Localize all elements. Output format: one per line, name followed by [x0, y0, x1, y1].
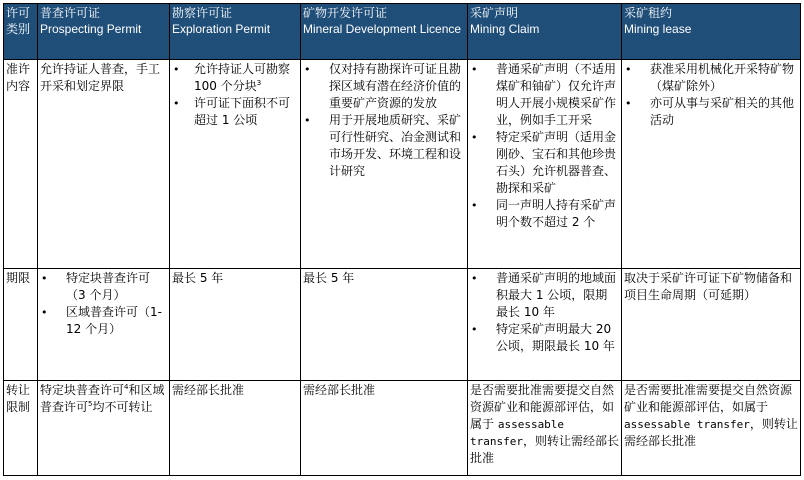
header-lease — [622, 4, 801, 60]
header-lease-en: Mining lease — [624, 22, 692, 36]
list-item: • 特定采矿声明最大 20 公顷，期限最长 10 年 — [470, 321, 619, 355]
transfer-claim: 是否需要批准需要提交自然资源矿业和能源部评估，如属于 assessable transfer，则转让需经部长批准 — [468, 380, 622, 475]
transfer-exploration: 需经部长批准 — [170, 380, 301, 475]
header-exploration-en: Exploration Permit — [172, 22, 271, 36]
scope-lease — [622, 60, 801, 269]
scope-prospecting: 允许持证人普查，手工开采和划定界限 — [38, 60, 170, 269]
list-item: • 特定采矿声明（适用金刚砂、宝石和其他珍贵石头）允许机器普查、勘探和采矿 — [470, 129, 619, 197]
transfer-label: 转让限制 — [4, 380, 38, 475]
header-development — [301, 4, 468, 60]
list-item: • 亦可从事与采矿相关的其他活动 — [624, 95, 798, 129]
scope-label: 准许内容 — [4, 60, 38, 269]
scope-exploration — [170, 60, 301, 269]
header-prospecting-zh: 普查许可证 — [40, 6, 101, 20]
list-item: • 普通采矿声明（不适用煤矿和铀矿）仅允许声明人开展小规模采矿作业，例如手工开采 — [470, 61, 619, 129]
list-item: • 允许持证人可勘察 100 个分块$^3$ — [172, 61, 298, 95]
list-item: • 用于开展地质研究、采矿可行性研究、冶金测试和市场开发、环境工程和设计研究 — [303, 112, 465, 180]
transfer-development: 需经部长批准 — [301, 380, 468, 475]
list-item: • 区域普查许可（1-12 个月） — [40, 304, 167, 338]
header-prospecting — [38, 4, 170, 60]
list-item: • 同一声明人持有采矿声明个数不超过 2 个 — [470, 197, 619, 231]
header-claim — [468, 4, 622, 60]
term-exploration: 最长 5 年 — [170, 268, 301, 380]
transfer-prospecting: 特定块普查许可$^4$和区域普查许可$^5$均不可转让 — [38, 380, 170, 475]
list-item: • 普通采矿声明的地域面积最大 1 公顷，限期最长 10 年 — [470, 270, 619, 321]
scope-row — [4, 60, 801, 269]
header-prospecting-en: Prospecting Permit — [40, 22, 142, 36]
scope-development — [301, 60, 468, 269]
header-category: 许可类别 — [4, 4, 38, 60]
term-lease: 取决于采矿许可证下矿物储备和项目生命周期（可延期） — [622, 268, 801, 380]
term-label: 期限 — [4, 268, 38, 380]
header-development-en: Mineral Development Licence — [303, 22, 462, 36]
header-lease-zh: 采矿租约 — [624, 6, 673, 20]
permit-table — [3, 3, 801, 476]
term-row — [4, 268, 801, 380]
header-exploration-zh: 勘察许可证 — [172, 6, 233, 20]
list-item: • 获准采用机械化开采特矿物（煤矿除外） — [624, 61, 798, 95]
header-exploration — [170, 4, 301, 60]
term-claim — [468, 268, 622, 380]
scope-claim — [468, 60, 622, 269]
transfer-row — [4, 380, 801, 475]
list-item: • 许可证下面积不可超过 1 公顷 — [172, 95, 298, 129]
header-row — [4, 4, 801, 60]
term-prospecting — [38, 268, 170, 380]
list-item: • 仅对持有勘探许可证且勘探区域有潜在经济价值的重要矿产资源的发放 — [303, 61, 465, 112]
header-claim-en: Mining Claim — [470, 22, 540, 36]
header-development-zh: 矿物开发许可证 — [303, 6, 388, 20]
list-item: • 特定块普查许可（3 个月） — [40, 270, 167, 304]
header-claim-zh: 采矿声明 — [470, 6, 519, 20]
transfer-lease: 是否需要批准需要提交自然资源矿业和能源部评估，如属于 assessable transfer，则转让需经部长批准 — [622, 380, 801, 475]
term-development: 最长 5 年 — [301, 268, 468, 380]
